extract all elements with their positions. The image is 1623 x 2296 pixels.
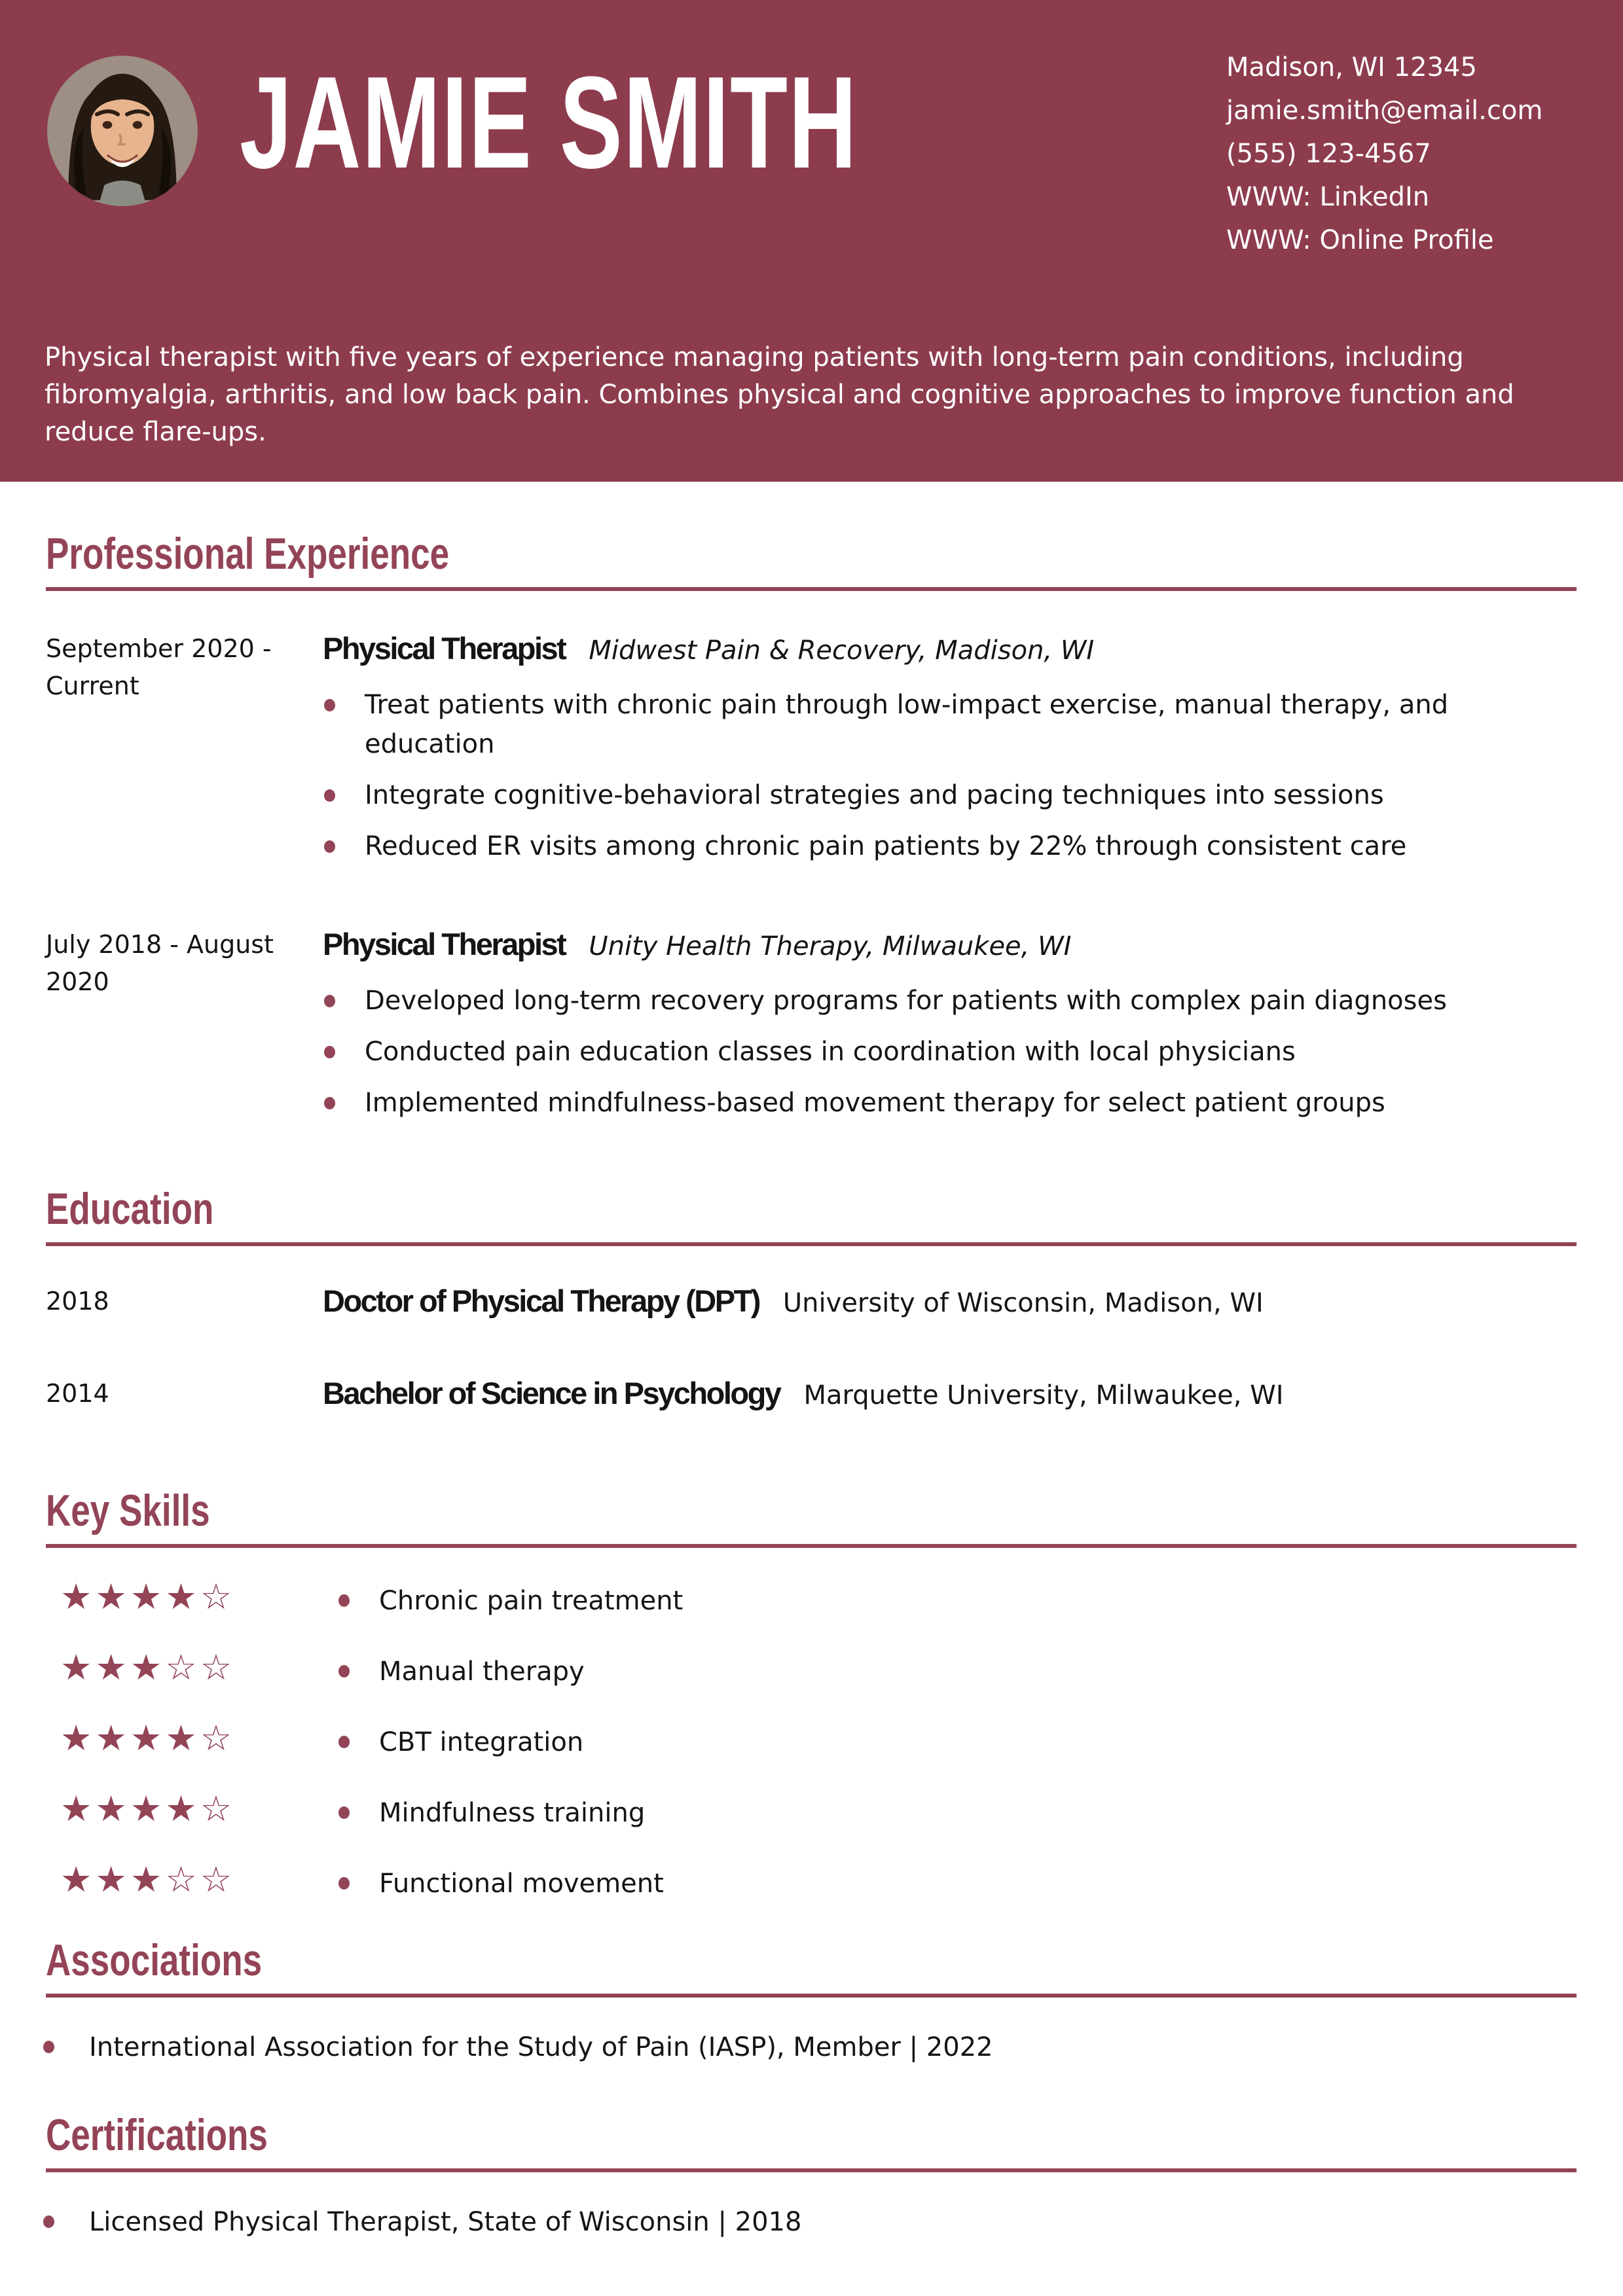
- job-title: Physical Therapist: [323, 631, 566, 666]
- star-filled-icon: ★: [60, 1717, 96, 1759]
- skill-label: Functional movement: [337, 1866, 664, 1901]
- contact-link[interactable]: jamie.smith@email.com: [1226, 96, 1543, 126]
- job-title: Physical Therapist: [323, 927, 566, 961]
- skill-label: Chronic pain treatment: [337, 1583, 683, 1619]
- skill-row: [46, 1717, 1577, 1760]
- star-filled-icon: ★: [95, 1788, 130, 1829]
- job-bullet: Developed long-term recovery programs for patients with complex pain diagnoses: [323, 981, 1554, 1020]
- section-education: [46, 1181, 1577, 1412]
- skill-label: CBT integration: [337, 1725, 583, 1760]
- star-filled-icon: ★: [165, 1717, 200, 1759]
- job-bullet: Implemented mindfulness-based movement therapy for select patient groups: [323, 1083, 1554, 1122]
- star-filled-icon: ★: [95, 1647, 130, 1688]
- star-rating-4-of-5: [60, 1788, 337, 1829]
- certifications-list: [46, 2202, 1577, 2242]
- person-name: JAMIE SMITH: [240, 50, 858, 196]
- section-title-key-skills: Key Skills: [46, 1486, 210, 1535]
- star-rating-4-of-5: [60, 1717, 337, 1759]
- resume-body: [46, 482, 1577, 2251]
- header: [0, 0, 1623, 482]
- job-bullet: Treat patients with chronic pain through low-impact exercise, manual therapy, and education: [323, 685, 1554, 764]
- education-entry: [46, 1375, 1577, 1412]
- job-bullet: Integrate cognitive-behavioral strategies and pacing techniques into sessions: [323, 776, 1554, 815]
- section-title-certifications: Certifications: [46, 2110, 268, 2160]
- star-filled-icon: ★: [60, 1859, 96, 1900]
- star-filled-icon: ★: [95, 1859, 130, 1900]
- job-title-line: [323, 630, 1577, 667]
- star-filled-icon: ★: [165, 1788, 200, 1829]
- certification-item: Licensed Physical Therapist, State of Wisconsin | 2018: [43, 2202, 1577, 2242]
- skill-row: [46, 1576, 1577, 1619]
- star-filled-icon: ★: [60, 1576, 96, 1617]
- star-empty-icon: ☆: [165, 1859, 200, 1900]
- skill-label: Mindfulness training: [337, 1795, 645, 1831]
- job-dates: July 2018 - August 2020: [46, 930, 274, 996]
- education-year: 2014: [46, 1379, 109, 1408]
- job-details: [323, 926, 1577, 1134]
- association-item: International Association for the Study of Pain (IASP), Member | 2022: [43, 2028, 1577, 2067]
- job-bullet: Reduced ER visits among chronic pain patients by 22% through consistent care: [323, 827, 1554, 866]
- section-title-associations: Associations: [46, 1935, 263, 1985]
- star-filled-icon: ★: [130, 1576, 166, 1617]
- section-associations: [46, 1933, 1577, 2067]
- star-filled-icon: ★: [60, 1647, 96, 1688]
- experience-entries: [46, 630, 1577, 1134]
- education-details: [323, 1283, 1577, 1320]
- associations-list: [46, 2028, 1577, 2067]
- contact-link[interactable]: WWW: LinkedIn: [1226, 182, 1430, 212]
- section-title-education: Education: [46, 1184, 214, 1234]
- job-title-line: [323, 926, 1577, 963]
- star-empty-icon: ☆: [200, 1859, 236, 1900]
- contact-line: Madison, WI 12345: [1226, 52, 1477, 82]
- star-rating-3-of-5: [60, 1859, 337, 1900]
- section-divider: [46, 1544, 1577, 1548]
- education-year: 2018: [46, 1287, 109, 1316]
- section-certifications: [46, 2108, 1577, 2242]
- education-degree: Bachelor of Science in Psychology: [323, 1376, 780, 1410]
- skill-row: [46, 1788, 1577, 1831]
- section-divider: [46, 2168, 1577, 2172]
- star-filled-icon: ★: [60, 1788, 96, 1829]
- contact-link[interactable]: WWW: Online Profile: [1226, 225, 1494, 255]
- star-filled-icon: ★: [130, 1859, 166, 1900]
- star-empty-icon: ☆: [200, 1788, 236, 1829]
- job-bullet-list: [323, 981, 1577, 1122]
- star-empty-icon: ☆: [200, 1647, 236, 1688]
- section-divider: [46, 587, 1577, 591]
- star-empty-icon: ☆: [200, 1717, 236, 1759]
- skill-row: [46, 1859, 1577, 1901]
- job-bullet-list: [323, 685, 1577, 866]
- education-entries: [46, 1283, 1577, 1412]
- job-details: [323, 630, 1577, 878]
- experience-entry: [46, 926, 1577, 1134]
- star-rating-3-of-5: [60, 1647, 337, 1688]
- star-rating-4-of-5: [60, 1576, 337, 1617]
- job-company: Unity Health Therapy, Milwaukee, WI: [589, 931, 1072, 961]
- education-entry: [46, 1283, 1577, 1320]
- star-filled-icon: ★: [95, 1717, 130, 1759]
- education-degree: Doctor of Physical Therapy (DPT): [323, 1283, 759, 1318]
- section-divider: [46, 1994, 1577, 1998]
- job-dates: September 2020 - Current: [46, 634, 272, 700]
- job-bullet: Conducted pain education classes in coordination with local physicians: [323, 1032, 1554, 1071]
- education-school: University of Wisconsin, Madison, WI: [782, 1288, 1264, 1318]
- section-key-skills: [46, 1483, 1577, 1901]
- skill-label: Manual therapy: [337, 1654, 585, 1689]
- summary-text: Physical therapist with five years of experience managing patients with long-term pain conditions, including fibromyalgia, arthritis, and low back pain. Combines physical and cognitive approaches to improve function and reduce flare-ups.: [45, 342, 1514, 447]
- experience-entry: [46, 630, 1577, 878]
- star-empty-icon: ☆: [200, 1576, 236, 1617]
- section-title-experience: Professional Experience: [46, 529, 450, 579]
- education-school: Marquette University, Milwaukee, WI: [803, 1380, 1284, 1410]
- star-filled-icon: ★: [130, 1647, 166, 1688]
- profile-photo: [47, 56, 198, 206]
- contact-info: [1226, 46, 1542, 262]
- section-divider: [46, 1242, 1577, 1246]
- star-filled-icon: ★: [130, 1788, 166, 1829]
- woman-portrait-icon: [47, 56, 198, 206]
- skill-row: [46, 1647, 1577, 1689]
- contact-line: (555) 123-4567: [1226, 139, 1431, 169]
- star-filled-icon: ★: [130, 1717, 166, 1759]
- education-details: [323, 1375, 1577, 1412]
- job-company: Midwest Pain & Recovery, Madison, WI: [589, 636, 1095, 666]
- section-professional-experience: [46, 526, 1577, 1134]
- skill-rating-rows: [46, 1576, 1577, 1901]
- star-empty-icon: ☆: [165, 1647, 200, 1688]
- star-filled-icon: ★: [165, 1576, 200, 1617]
- star-filled-icon: ★: [95, 1576, 130, 1617]
